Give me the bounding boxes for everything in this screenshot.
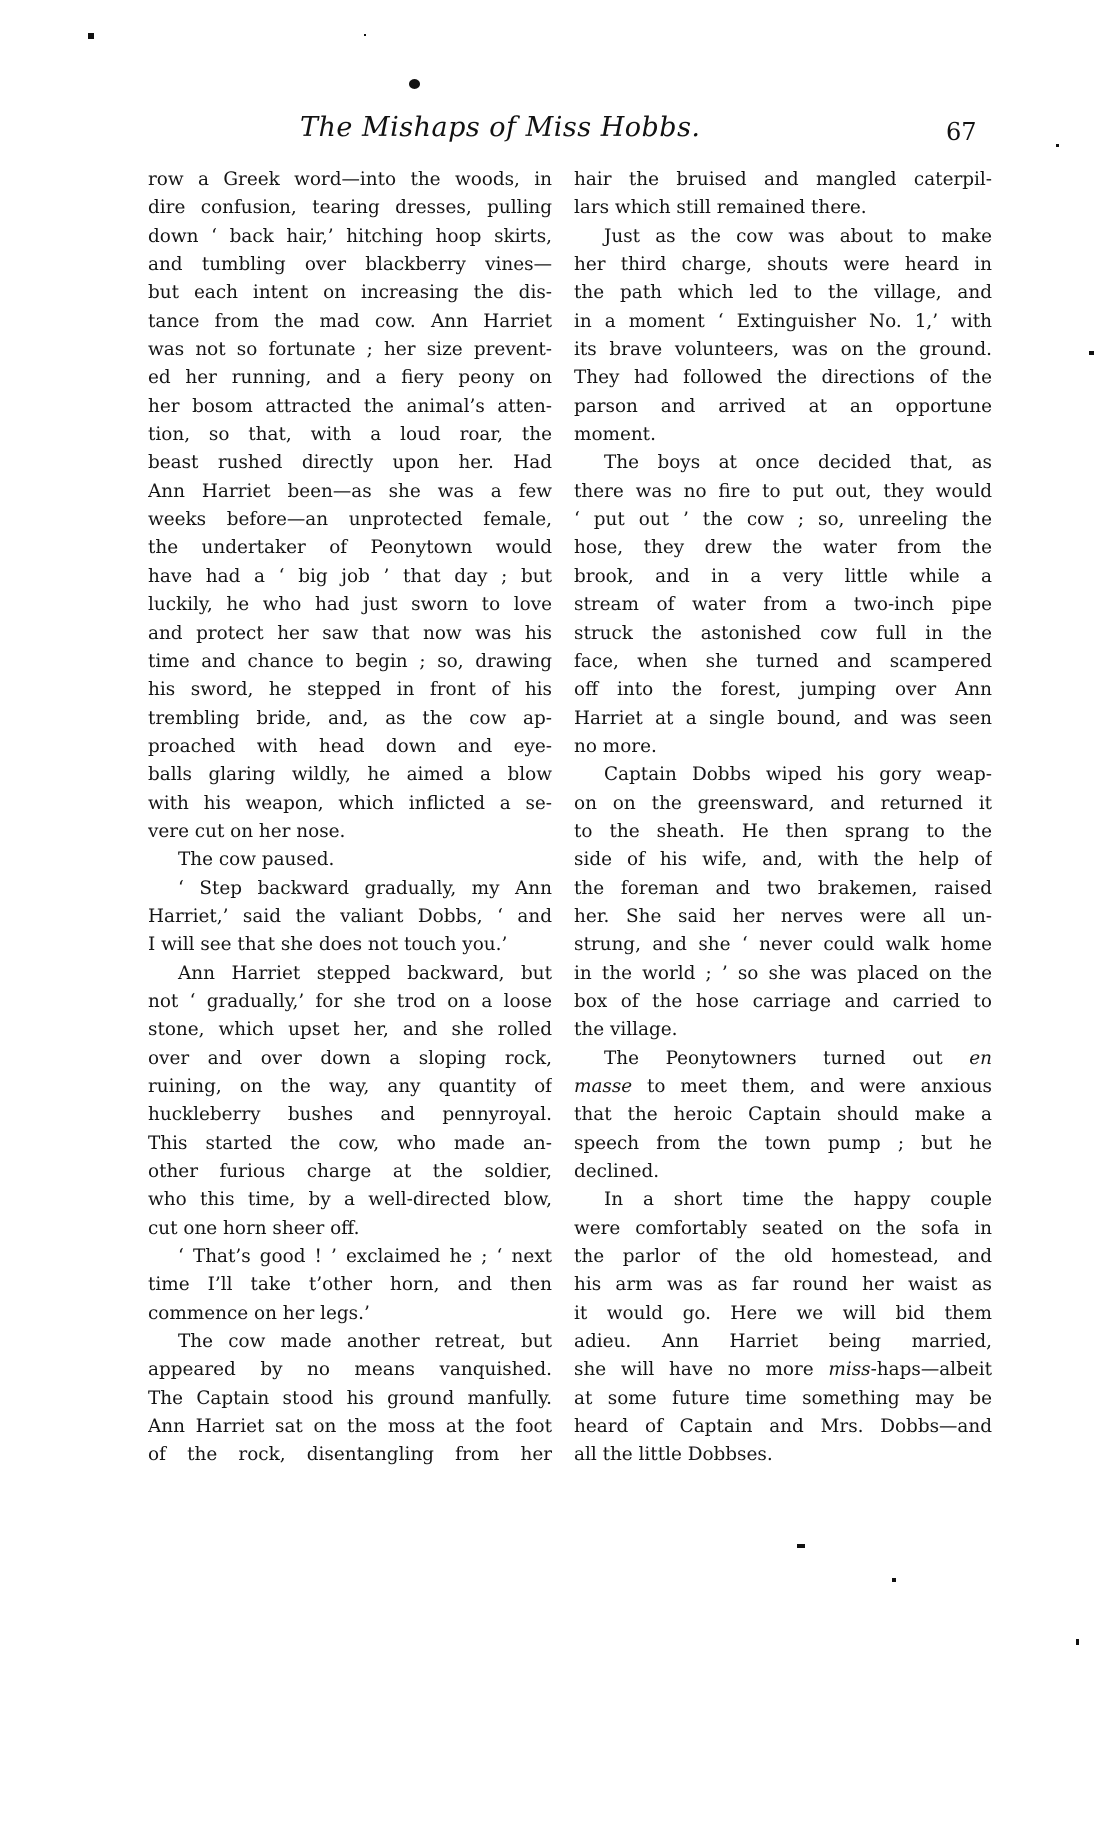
text-line: cut one horn sheer off. <box>148 1217 360 1239</box>
text-line: ‘ That’s good ! ’ exclaimed he ; ‘ next <box>178 1246 552 1268</box>
text-line: and protect her saw that now was his <box>148 622 552 644</box>
text-line: in the world ; ’ so she was placed on the <box>574 962 992 984</box>
text-line: moment. <box>574 424 656 446</box>
text-line: on on the greensward, and returned it <box>574 792 992 814</box>
text-line: huckleberry bushes and pennyroyal. <box>148 1104 552 1126</box>
text-line: Ann Harriet stepped backward, but <box>178 962 552 984</box>
text-line: that the heroic Captain should make a <box>574 1104 992 1126</box>
text-line: her third charge, shouts were heard in <box>574 254 992 276</box>
text-line: I will see that she does not touch you.’ <box>148 934 508 956</box>
running-head-title: The Mishaps of Miss Hobbs. <box>300 112 701 143</box>
text-line: ed her running, and a fiery peony on <box>148 367 552 389</box>
text-line: Ann Harriet been—as she was a few <box>148 480 552 502</box>
text-line: at some future time something may be <box>574 1387 992 1409</box>
ink-dot <box>409 79 420 89</box>
scan-speck <box>1056 144 1059 147</box>
text-line: of the rock, disentangling from her <box>148 1444 552 1466</box>
text-line: balls glaring wildly, he aimed a blow <box>148 764 552 786</box>
text-line: no more. <box>574 735 657 757</box>
scan-speck <box>797 1544 805 1548</box>
scan-speck <box>364 34 366 36</box>
text-line: They had followed the directions of the <box>574 367 992 389</box>
text-line: and tumbling over blackberry vines— <box>148 254 552 276</box>
text-line: his sword, he stepped in front of his <box>148 679 552 701</box>
text-line: off into the forest, jumping over Ann <box>574 679 992 701</box>
text-line: masse to meet them, and were anxious <box>574 1076 992 1097</box>
text-line: stream of water from a two-inch pipe <box>574 594 992 616</box>
left-text-column <box>148 166 552 1470</box>
scan-speck <box>1076 1639 1079 1645</box>
scan-speck <box>1089 351 1094 355</box>
text-line: row a Greek word—into the woods, in <box>148 169 552 190</box>
text-line: it would go. Here we will bid them <box>574 1302 992 1324</box>
text-line: dire confusion, tearing dresses, pulling <box>148 197 552 219</box>
text-line: face, when she turned and scampered <box>574 650 992 672</box>
text-line: commence on her legs.’ <box>148 1302 370 1324</box>
text-line: not ‘ gradually,’ for she trod on a loose <box>148 990 552 1012</box>
text-line: hair the bruised and mangled caterpil- <box>574 169 992 190</box>
text-line: box of the hose carriage and carried to <box>574 990 992 1012</box>
text-line: luckily, he who had just sworn to love <box>148 594 552 616</box>
text-line: who this time, by a well-directed blow, <box>148 1189 552 1211</box>
text-line: appeared by no means vanquished. <box>148 1359 552 1381</box>
text-line: brook, and in a very little while a <box>574 565 992 587</box>
text-line: The boys at once decided that, as <box>604 452 992 474</box>
text-line: side of his wife, and, with the help of <box>574 849 992 871</box>
text-line: ‘ put out ’ the cow ; so, unreeling the <box>574 509 992 531</box>
text-line: The Peonytowners turned out en <box>604 1047 992 1069</box>
text-line: the undertaker of Peonytown would <box>148 537 552 559</box>
text-line: Harriet,’ said the valiant Dobbs, ‘ and <box>148 905 552 927</box>
text-line: tion, so that, with a loud roar, the <box>148 424 552 446</box>
text-line: proached with head down and eye- <box>148 735 552 757</box>
text-line: vere cut on her nose. <box>148 820 346 842</box>
text-line: with his weapon, which inflicted a se- <box>148 792 552 814</box>
text-line: Ann Harriet sat on the moss at the foot <box>148 1416 552 1438</box>
text-line: adieu. Ann Harriet being married, <box>574 1331 992 1353</box>
text-line: the path which led to the village, and <box>574 282 992 304</box>
text-line: but each intent on increasing the dis- <box>148 282 552 304</box>
text-line: beast rushed directly upon her. Had <box>148 452 552 474</box>
text-line: other furious charge at the soldier, <box>148 1161 552 1183</box>
text-line: ruining, on the way, any quantity of <box>148 1076 552 1097</box>
text-line: her. She said her nerves were all un- <box>574 905 992 927</box>
text-line: The cow made another retreat, but <box>178 1331 552 1353</box>
text-line: over and over down a sloping rock, <box>148 1047 552 1069</box>
text-line: hose, they drew the water from the <box>574 537 992 559</box>
text-line: strung, and she ‘ never could walk home <box>574 934 992 956</box>
text-line: time and chance to begin ; so, drawing <box>148 650 552 672</box>
text-line: tance from the mad cow. Ann Harriet <box>148 310 552 332</box>
text-line: heard of Captain and Mrs. Dobbs—and <box>574 1416 992 1438</box>
text-line: The Captain stood his ground manfully. <box>148 1387 552 1409</box>
text-line: Captain Dobbs wiped his gory weap- <box>604 764 992 786</box>
text-line: have had a ‘ big job ’ that day ; but <box>148 565 552 587</box>
text-line: parson and arrived at an opportune <box>574 395 992 417</box>
text-line: lars which still remained there. <box>574 197 867 219</box>
text-line: down ‘ back hair,’ hitching hoop skirts, <box>148 225 552 247</box>
right-text-column <box>574 166 992 1470</box>
text-line: weeks before—an unprotected female, <box>148 509 552 531</box>
text-line: to the sheath. He then sprang to the <box>574 820 992 842</box>
scan-speck <box>88 33 94 39</box>
text-line: all the little Dobbses. <box>574 1444 773 1466</box>
text-line: stone, which upset her, and she rolled <box>148 1019 552 1041</box>
text-line: the village. <box>574 1019 678 1041</box>
text-line: trembling bride, and, as the cow ap- <box>148 707 552 729</box>
text-line: struck the astonished cow full in the <box>574 622 992 644</box>
text-line: speech from the town pump ; but he <box>574 1132 992 1154</box>
text-line: its brave volunteers, was on the ground. <box>574 339 992 361</box>
text-line: The cow paused. <box>178 849 335 871</box>
text-line: time I’ll take t’other horn, and then <box>148 1274 552 1296</box>
text-line: in a moment ‘ Extinguisher No. 1,’ with <box>574 310 992 332</box>
text-line: she will have no more miss-haps—albeit <box>574 1359 992 1381</box>
text-line: Just as the cow was about to make <box>604 225 992 247</box>
text-line: declined. <box>574 1161 660 1183</box>
text-line: his arm was as far round her waist as <box>574 1274 992 1296</box>
page-number: 67 <box>946 118 977 146</box>
scan-speck <box>892 1578 896 1582</box>
text-line: the parlor of the old homestead, and <box>574 1246 992 1268</box>
text-line: there was no fire to put out, they would <box>574 480 992 502</box>
text-line: Harriet at a single bound, and was seen <box>574 707 992 729</box>
text-line: was not so fortunate ; her size prevent- <box>148 339 552 361</box>
text-line: the foreman and two brakemen, raised <box>574 877 992 899</box>
text-line: ‘ Step backward gradually, my Ann <box>178 877 552 899</box>
text-line: In a short time the happy couple <box>604 1189 992 1211</box>
text-line: This started the cow, who made an- <box>148 1132 552 1154</box>
text-line: were comfortably seated on the sofa in <box>574 1217 992 1239</box>
text-line: her bosom attracted the animal’s atten- <box>148 395 552 417</box>
